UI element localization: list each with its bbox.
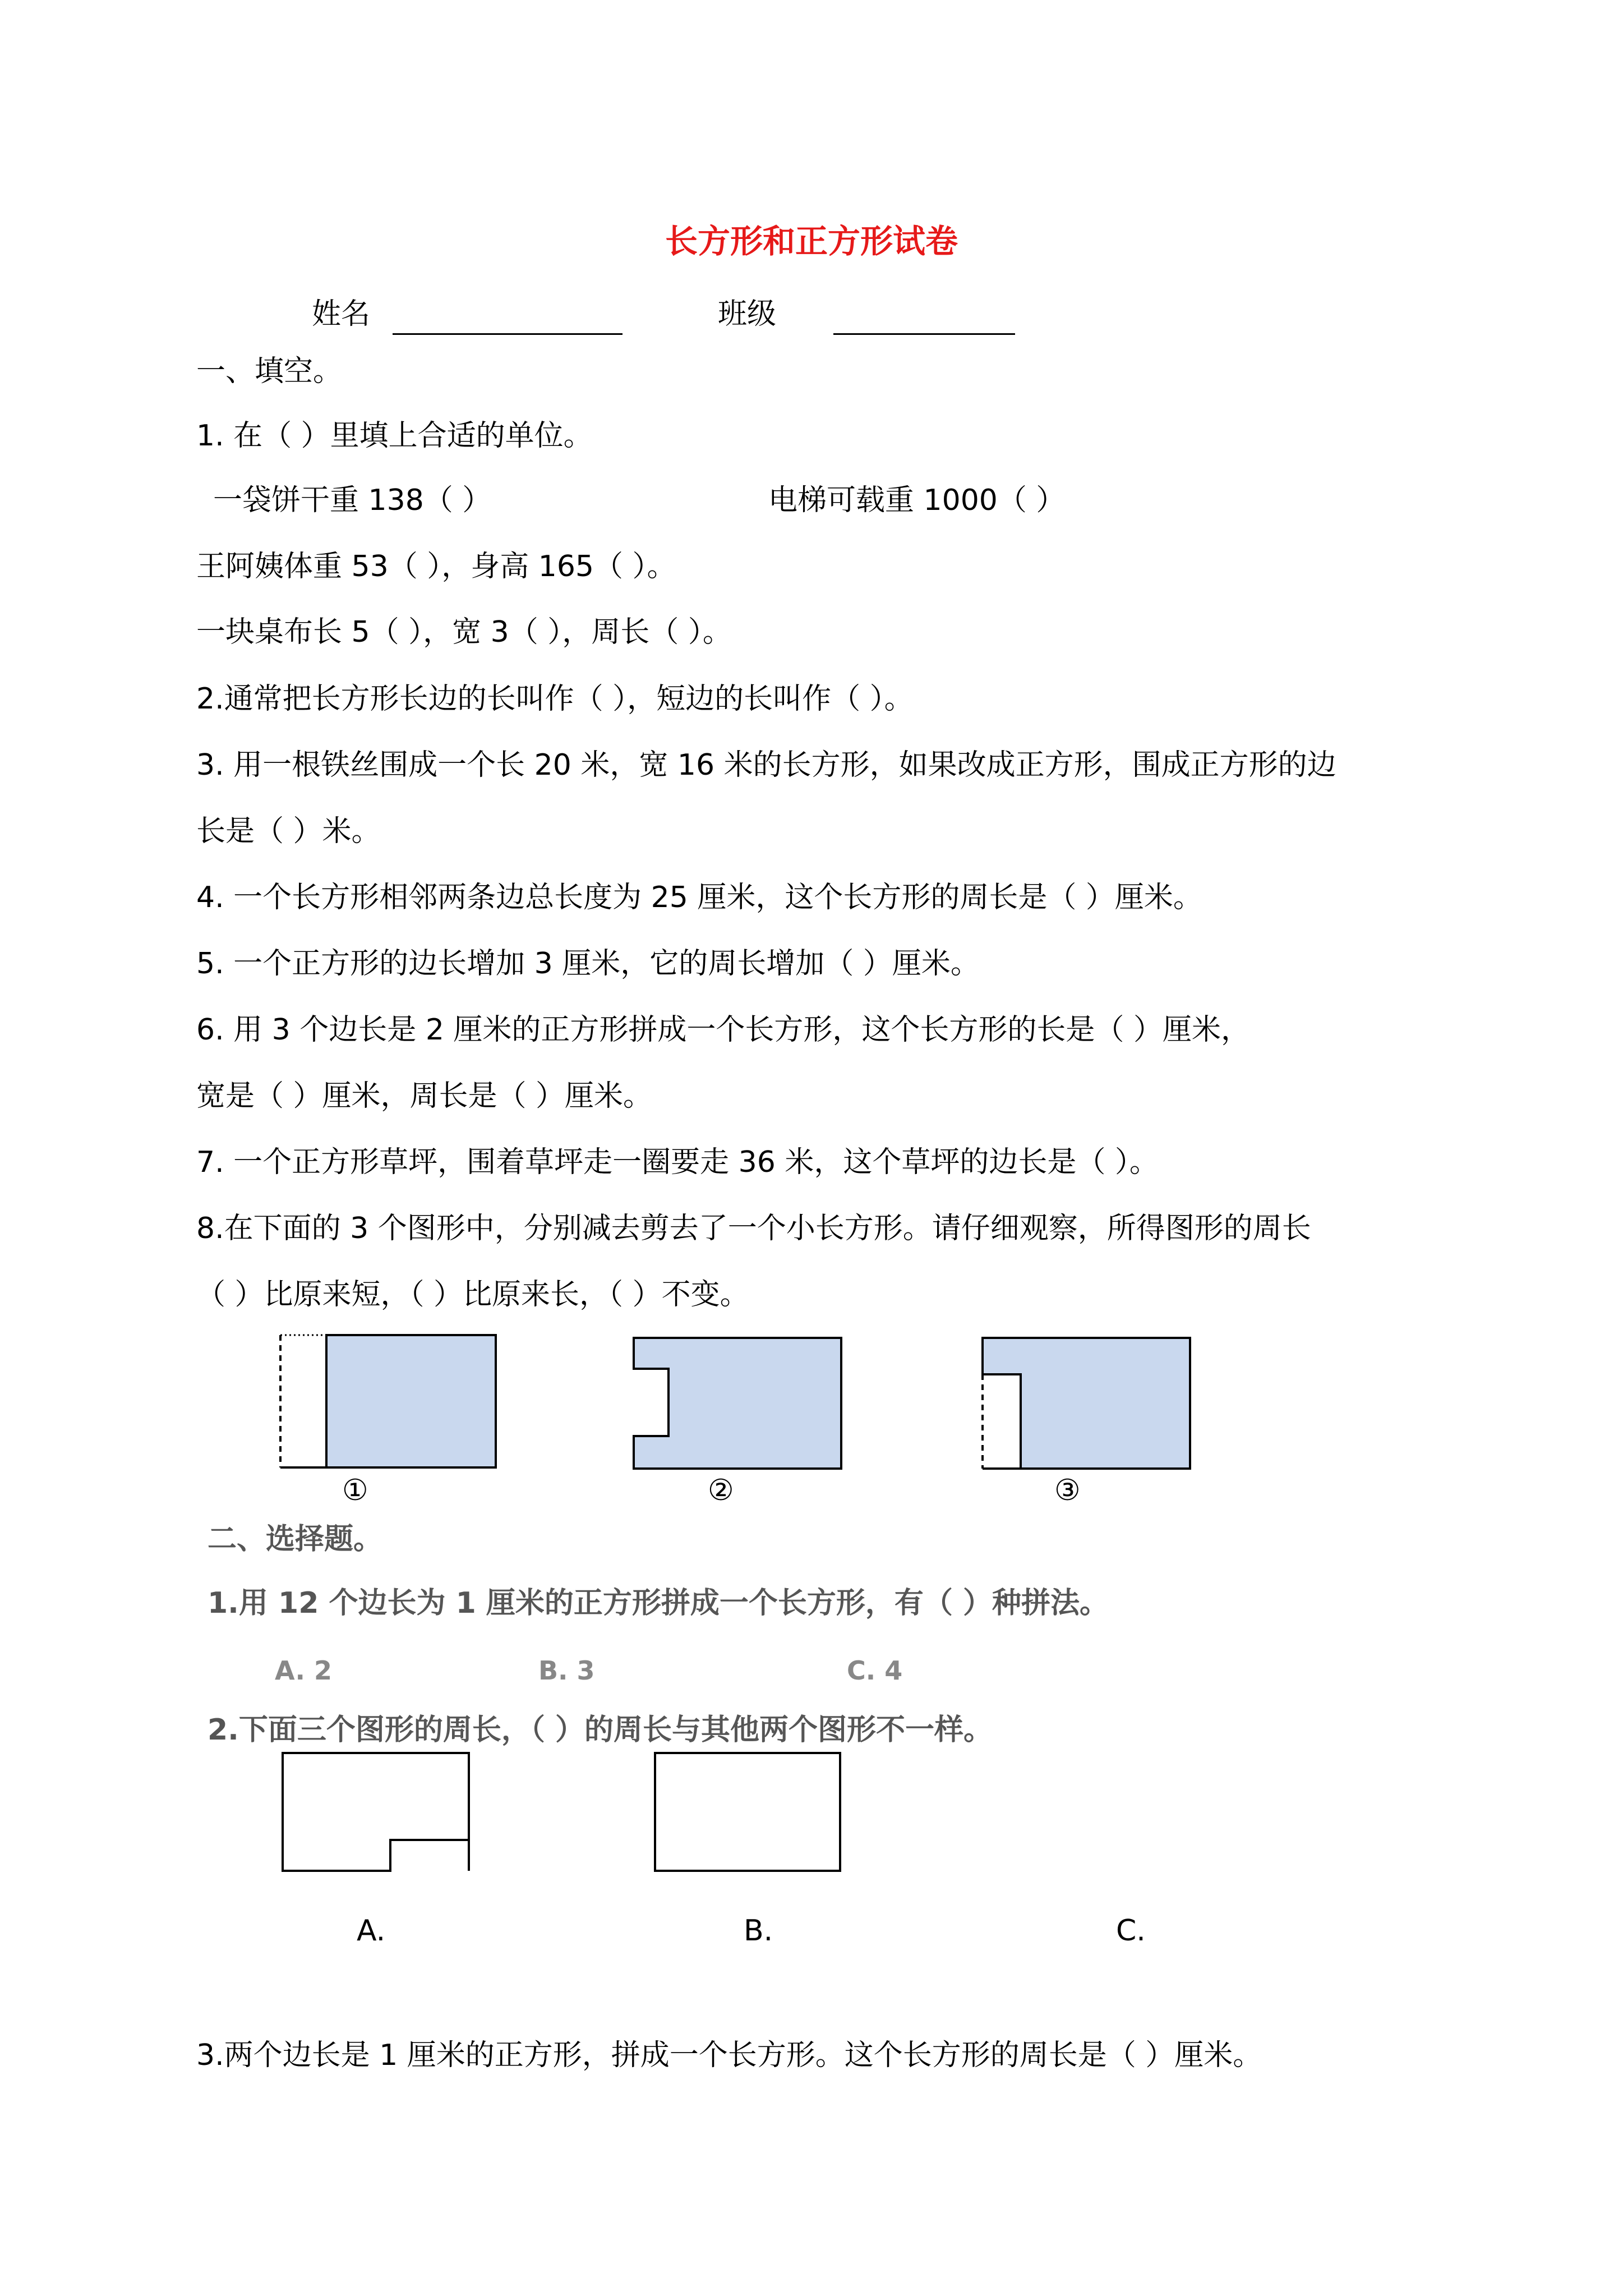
s2-q1-option-a: A. 2	[275, 1655, 332, 1686]
s2-q1-option-b: B. 3	[538, 1655, 595, 1686]
figure-1-label: ①	[342, 1474, 368, 1507]
s2-q2-label-a: A.	[357, 1914, 386, 1948]
class-label: 班级	[718, 297, 777, 331]
q3-line2: 长是（ ）米。	[196, 815, 381, 848]
q1-line-a1: 一袋饼干重 138（ ）	[213, 484, 492, 517]
q8-line2: （ ）比原来短，（ ）比原来长，（ ）不变。	[196, 1278, 749, 1312]
s2-q3-text: 3.两个边长是 1 厘米的正方形，拼成一个长方形。这个长方形的周长是（ ）厘米。	[196, 2039, 1262, 2072]
s2-q2-text: 2.下面三个图形的周长，（ ）的周长与其他两个图形不一样。	[208, 1713, 993, 1747]
q7-text: 7. 一个正方形草坪，围着草坪走一圈要走 36 米，这个草坪的边长是（ ）。	[196, 1145, 1159, 1179]
q1-line-a2: 电梯可载重 1000（ ）	[768, 484, 1066, 517]
page-title: 长方形和正方形试卷	[665, 222, 958, 260]
q4-text: 4. 一个长方形相邻两条边总长度为 25 厘米，这个长方形的周长是（ ）厘米。	[196, 881, 1202, 914]
q5-text: 5. 一个正方形的边长增加 3 厘米，它的周长增加（ ）厘米。	[196, 947, 980, 981]
s2-q2-label-c: C.	[1116, 1914, 1146, 1948]
q8-line1: 8.在下面的 3 个图形中，分别减去剪去了一个小长方形。请仔细观察，所得图形的周长	[196, 1212, 1311, 1245]
q6-line1: 6. 用 3 个边长是 2 厘米的正方形拼成一个长方形，这个长方形的长是（ ）厘米，	[196, 1013, 1250, 1047]
s2-q1-text: 1.用 12 个边长为 1 厘米的正方形拼成一个长方形，有（ ）种拼法。	[208, 1586, 1109, 1620]
section2-heading: 二、选择题。	[208, 1522, 383, 1556]
figure-3-label: ③	[1054, 1474, 1081, 1507]
q2-text: 2.通常把长方形长边的长叫作（ ），短边的长叫作（ ）。	[196, 682, 914, 716]
q1-stem: 1. 在（ ）里填上合适的单位。	[196, 419, 593, 453]
section1-heading: 一、填空。	[196, 355, 343, 388]
s2-figure-b-shape	[655, 1753, 840, 1871]
figure-2-label: ②	[708, 1474, 734, 1507]
s2-figure-a-shape	[283, 1753, 469, 1871]
s2-q1-option-c: C. 4	[847, 1655, 903, 1686]
q6-line2: 宽是（ ）厘米，周长是（ ）厘米。	[196, 1079, 653, 1113]
name-label: 姓名	[312, 297, 371, 331]
q1-line-b: 王阿姨体重 53（ ），身高 165（ ）。	[196, 550, 676, 583]
q1-line-c: 一块桌布长 5（ ），宽 3（ ），周长（ ）。	[196, 615, 732, 649]
q3-line1: 3. 用一根铁丝围成一个长 20 米，宽 16 米的长方形，如果改成正方形，围成正方形的边	[196, 748, 1336, 782]
s2-q2-label-b: B.	[744, 1914, 773, 1948]
